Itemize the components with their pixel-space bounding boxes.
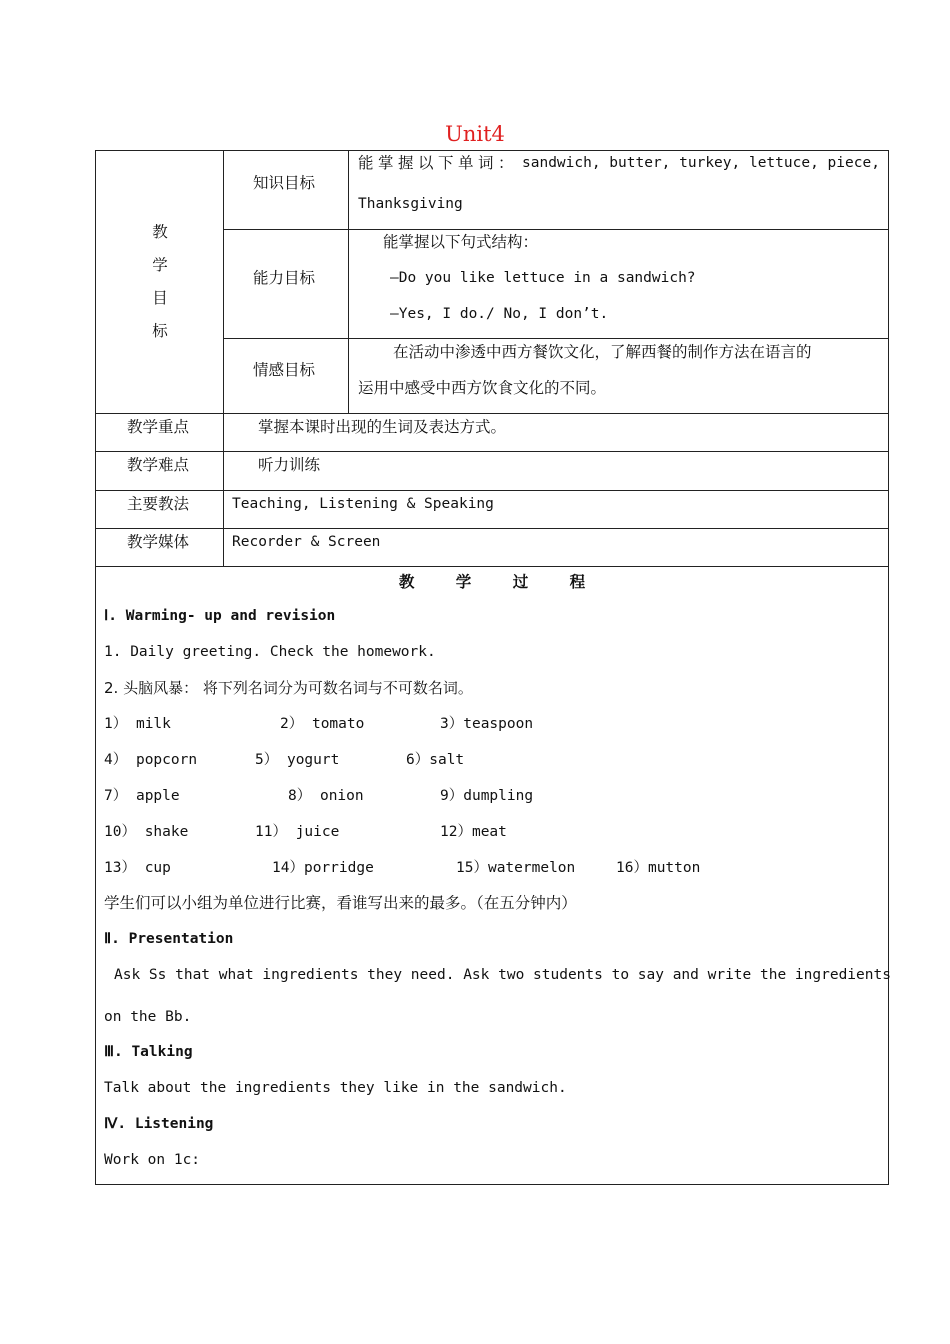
- ability-label: 能力目标: [253, 269, 316, 287]
- word-item: 2） tomato: [280, 716, 365, 732]
- knowledge-words: sandwich, butter, turkey, lettuce, piece,: [522, 155, 880, 171]
- media-value: Recorder & Screen: [232, 534, 381, 550]
- ability-intro: 能掌握以下句式结构：: [383, 233, 539, 251]
- section-1-title: Ⅰ. Warming- up and revision: [104, 608, 336, 624]
- word-item: 1） milk: [104, 716, 171, 732]
- ability-answer: —Yes, I do./ No, I don’t.: [390, 306, 609, 322]
- divider: [95, 566, 889, 567]
- key-point-value: 掌握本课时出现的生词及表达方式。: [258, 418, 507, 436]
- divider: [223, 338, 889, 339]
- objectives-row-label: 教 学 目 标: [152, 223, 168, 340]
- divider: [348, 150, 349, 413]
- section-2-title: Ⅱ. Presentation: [104, 931, 234, 947]
- word-item: 4） popcorn: [104, 752, 198, 768]
- section-1-item-2: 2. 头脑风暴： 将下列名词分为可数名词与不可数名词。: [104, 679, 473, 697]
- section-1-note: 学生们可以小组为单位进行比赛，看谁写出来的最多。（在五分钟内）: [104, 894, 577, 912]
- word-item: 9）dumpling: [440, 788, 534, 804]
- section-3-title: Ⅲ. Talking: [104, 1044, 193, 1060]
- difficulty-value: 听力训练: [258, 456, 321, 474]
- section-2-line-1: Ask Ss that what ingredients they need. Ask two students to say and write the ingredients: [114, 967, 891, 983]
- emotion-line-1: 在活动中渗透中西方餐饮文化，了解西餐的制作方法在语言的: [393, 343, 812, 361]
- knowledge-prefix: 能掌握以下单词：: [358, 154, 519, 172]
- key-point-label: 教学重点: [127, 418, 190, 436]
- divider: [95, 490, 889, 491]
- ability-question: —Do you like lettuce in a sandwich?: [390, 270, 696, 286]
- method-value: Teaching, Listening & Speaking: [232, 496, 494, 512]
- media-label: 教学媒体: [127, 533, 190, 551]
- divider: [95, 413, 889, 414]
- word-item: 10） shake: [104, 824, 189, 840]
- word-item: 12）meat: [440, 824, 507, 840]
- word-item: 16）mutton: [616, 860, 701, 876]
- section-4-title: Ⅳ. Listening: [104, 1116, 214, 1132]
- word-item: 8） onion: [288, 788, 364, 804]
- difficulty-label: 教学难点: [127, 456, 190, 474]
- section-4-text: Work on 1c:: [104, 1152, 201, 1168]
- word-item: 11） juice: [255, 824, 340, 840]
- section-2-line-2: on the Bb.: [104, 1009, 192, 1025]
- section-3-text: Talk about the ingredients they like in the sandwich.: [104, 1080, 567, 1096]
- word-item: 7） apple: [104, 788, 180, 804]
- divider: [223, 229, 889, 230]
- divider: [95, 451, 889, 452]
- word-item: 14）porridge: [272, 860, 374, 876]
- process-heading: 教 学 过 程: [398, 573, 586, 591]
- emotion-label: 情感目标: [253, 361, 316, 379]
- document-title: Unit4: [445, 122, 505, 146]
- divider: [223, 150, 224, 567]
- word-item: 5） yogurt: [255, 752, 340, 768]
- method-label: 主要教法: [127, 495, 190, 513]
- word-item: 15）watermelon: [456, 860, 576, 876]
- word-item: 3）teaspoon: [440, 716, 534, 732]
- word-item: 6）salt: [406, 752, 465, 768]
- section-1-item-1: 1. Daily greeting. Check the homework.: [104, 644, 436, 660]
- divider: [95, 528, 889, 529]
- word-item: 13） cup: [104, 860, 171, 876]
- knowledge-label: 知识目标: [253, 174, 316, 192]
- knowledge-words-2: Thanksgiving: [358, 196, 463, 212]
- emotion-line-2: 运用中感受中西方饮食文化的不同。: [358, 379, 607, 397]
